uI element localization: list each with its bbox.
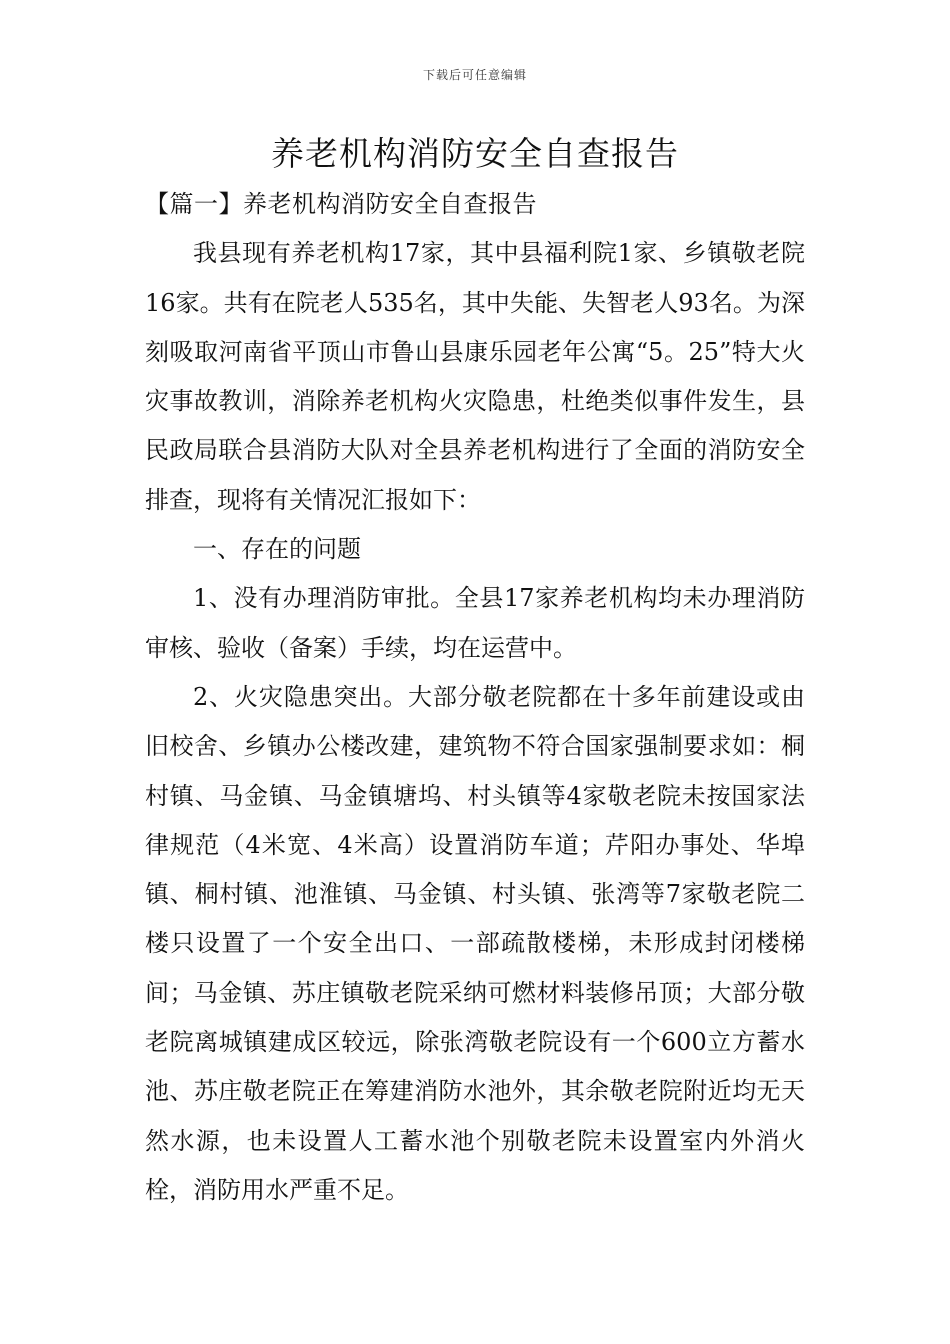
intro-paragraph: 我县现有养老机构17家，其中县福利院1家、乡镇敬老院16家。共有在院老人535名，其中失能、失智老人93名。为深刻吸取河南省平顶山市鲁山县康乐园老年公寓“5。25”特大火灾事故教训，消除养老机构火灾隐患，杜绝类似事件发生，县民政局联合县消防大队对全县养老机构进行了全面的消防安全排查，现将有关情况汇报如下： bbox=[145, 239, 805, 514]
section-subtitle: 【篇一】养老机构消防安全自查报告 bbox=[145, 190, 537, 218]
document-body bbox=[145, 180, 805, 1215]
document-title: 养老机构消防安全自查报告 bbox=[271, 134, 679, 173]
section-heading-problems: 一、存在的问题 bbox=[193, 535, 361, 564]
header-note: 下载后可任意编辑 bbox=[422, 68, 527, 82]
problem-item-1: 1、没有办理消防审批。全县17家养老机构均未办理消防审核、验收（备案）手续，均在运营中。 bbox=[145, 584, 805, 662]
problem-item-2: 2、火灾隐患突出。大部分敬老院都在十多年前建设或由旧校舍、乡镇办公楼改建，建筑物不符合国家强制要求如：桐村镇、马金镇、马金镇塘坞、村头镇等4家敬老院未按国家法律规范（4米宽、4米高）设置消防车道；芹阳办事处、华埠镇、桐村镇、池淮镇、马金镇、村头镇、张湾等7家敬老院二楼只设置了一个安全出口、一部疏散楼梯，未形成封闭楼梯间；马金镇、苏庄镇敬老院采纳可燃材料装修吊顶；大部分敬老院离城镇建成区较远，除张湾敬老院设有一个600立方蓄水池、苏庄敬老院正在筹建消防水池外，其余敬老院附近均无天然水源，也未设置人工蓄水池个别敬老院未设置室内外消火栓，消防用水严重不足。 bbox=[145, 682, 805, 1204]
